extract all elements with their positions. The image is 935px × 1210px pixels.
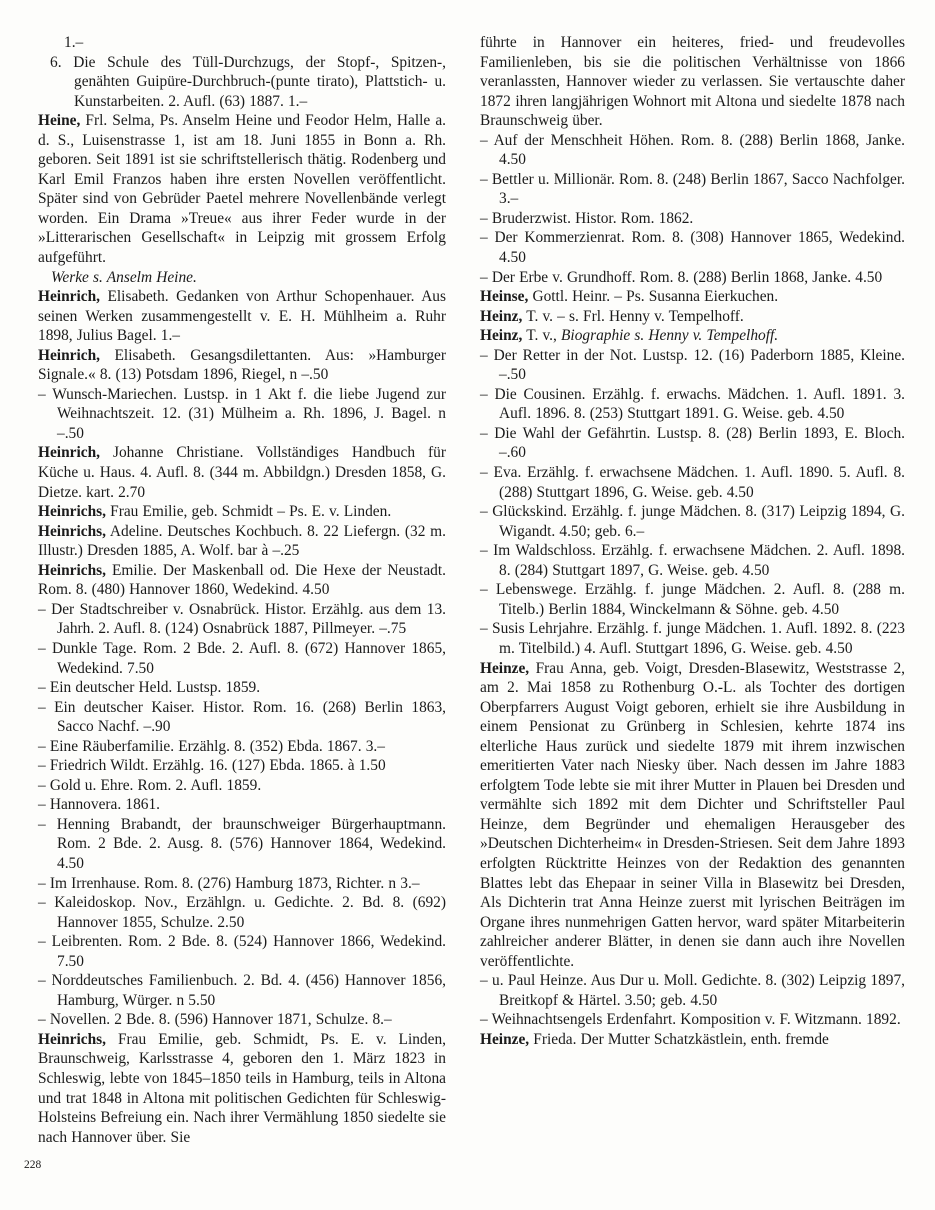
entry: – Henning Brabandt, der braunschweiger Bürgerhauptmann. Rom. 2 Bde. 2. Ausg. 8. (576) Hannover 1864, Wedekind. 4.50: [38, 815, 446, 872]
entry: Heinz, T. v., Biographie s. Henny v. Tempelhoff.: [480, 327, 779, 345]
entry: – Eine Räuberfamilie. Erzählg. 8. (352) Ebda. 1867. 3.–: [38, 737, 385, 755]
column-right: [480, 33, 905, 1147]
entry: – Kaleidoskop. Nov., Erzählgn. u. Gedichte. 2. Bd. 8. (692) Hannover 1855, Schulze. 2.50: [38, 894, 446, 931]
entry: – Novellen. 2 Bde. 8. (596) Hannover 1871, Schulze. 8.–: [38, 1011, 392, 1029]
entry: – Friedrich Wildt. Erzählg. 16. (127) Ebda. 1865. à 1.50: [38, 757, 386, 775]
entry: – Wunsch-Mariechen. Lustsp. in 1 Akt f. die liebe Jugend zur Weihnachtszeit. 12. (31) Mülheim a. Rh. 1896, J. Bagel. n –.50: [38, 385, 446, 442]
entry: Werke s. Anselm Heine.: [51, 268, 197, 286]
entry: Heinrich, Elisabeth. Gedanken von Arthur Schopenhauer. Aus seinen Werken zusammengestellt v. E. H. Mühlheim a. Ruhr 1898, Julius Bagel. 1.–: [38, 288, 446, 345]
entry: – Im Irrenhause. Rom. 8. (276) Hamburg 1873, Richter. n 3.–: [38, 874, 420, 892]
entry: – Weihnachtsengels Erdenfahrt. Komposition v. F. Witzmann. 1892.: [480, 1011, 901, 1029]
column-left: [38, 33, 446, 1147]
entry: – Eva. Erzählg. f. erwachsene Mädchen. 1. Aufl. 1890. 5. Aufl. 8. (288) Stuttgart 1896, G. Weise. geb. 4.50: [480, 464, 905, 501]
entry: Heinrichs, Adeline. Deutsches Kochbuch. 8. 22 Liefergn. (32 m. Illustr.) Dresden 1885, A. Wolf. bar à –.25: [38, 522, 446, 560]
page-number: 228: [24, 1159, 42, 1171]
entry: Heinz, T. v. – s. Frl. Henny v. Tempelhoff.: [480, 307, 744, 325]
entry: Heinrich, Johanne Christiane. Vollständiges Handbuch für Küche u. Haus. 4. Aufl. 8. (344 m. Abbildgn.) Dresden 1858, G. Dietze. kart. 2.70: [38, 444, 446, 501]
entry: – Gold u. Ehre. Rom. 2. Aufl. 1859.: [38, 776, 262, 794]
entry: – Ein deutscher Kaiser. Histor. Rom. 16. (268) Berlin 1863, Sacco Nachf. –.90: [38, 698, 446, 736]
entry: – Im Waldschloss. Erzählg. f. erwachsene Mädchen. 2. Aufl. 1898. 8. (284) Stuttgart 1897, G. Weise. geb. 4.50: [480, 542, 905, 579]
entry: – Dunkle Tage. Rom. 2 Bde. 2. Aufl. 8. (672) Hannover 1865, Wedekind. 7.50: [38, 639, 446, 677]
text-columns: [38, 33, 905, 1147]
entry: Heinze, Frieda. Der Mutter Schatzkästlein, enth. fremde: [480, 1030, 829, 1048]
entry: – Der Retter in der Not. Lustsp. 12. (16) Paderborn 1885, Kleine. –.50: [480, 346, 905, 384]
entry: Heinrichs, Frau Emilie, geb. Schmidt – Ps. E. v. Linden.: [38, 503, 392, 521]
entry: – Hannovera. 1861.: [38, 796, 160, 814]
entry: 1.–: [64, 34, 84, 51]
entry: – Der Kommerzienrat. Rom. 8. (308) Hannover 1865, Wedekind. 4.50: [480, 229, 905, 267]
entry: – Ein deutscher Held. Lustsp. 1859.: [38, 679, 261, 697]
entry: – Norddeutsches Familienbuch. 2. Bd. 4. (456) Hannover 1856, Hamburg, Würger. n 5.50: [38, 972, 446, 1009]
entry: 6. Die Schule des Tüll-Durchzugs, der Stopf-, Spitzen-, genähten Guipüre-Durchbruch-(punte tirato), Plattstich- u. Kunstarbeiten. 2. Aufl. (63) 1887. 1.–: [50, 53, 446, 110]
entry: – Bruderzwist. Histor. Rom. 1862.: [480, 209, 694, 227]
entry: – u. Paul Heinze. Aus Dur u. Moll. Gedichte. 8. (302) Leipzig 1897, Breitkopf & Härtel. 3.50; geb. 4.50: [480, 972, 905, 1009]
entry: – Der Erbe v. Grundhoff. Rom. 8. (288) Berlin 1868, Janke. 4.50: [480, 268, 883, 286]
entry: – Bettler u. Millionär. Rom. 8. (248) Berlin 1867, Sacco Nachfolger. 3.–: [480, 170, 905, 208]
entry: Heinrichs, Frau Emilie, geb. Schmidt, Ps. E. v. Linden, Braunschweig, Karlsstrasse 4, geboren den 1. März 1823 in Schleswig, lebte von 1845–1850 teils in Hamburg, teils in Altona und trat 1848 in Altona mit politischen Gedichten für Schleswig-Holsteins Befreiung ein. Nach ihrer Vermählung 1850 siedelte sie nach Hannover über. Sie: [38, 1030, 446, 1146]
entry: führte in Hannover ein heiteres, fried- und freudevolles Familienleben, bis sie die politischen Verhältnisse von 1866 veranlassten, Hannover wieder zu verlassen. Sie vertauschte daher 1872 ihren langjährigen Wohnort mit Altona und siedelte 1878 nach Braunschweig über.: [480, 34, 905, 130]
entry: Heinrich, Elisabeth. Gesangsdilettanten. Aus: »Hamburger Signale.« 8. (13) Potsdam 1896, Riegel, n –.50: [38, 346, 446, 384]
entry: – Die Wahl der Gefährtin. Lustsp. 8. (28) Berlin 1893, E. Bloch. –.60: [480, 424, 905, 462]
entry: – Der Stadtschreiber v. Osnabrück. Histor. Erzählg. aus dem 13. Jahrh. 2. Aufl. 8. (124) Osnabrück 1887, Pillmeyer. –.75: [38, 600, 446, 638]
entry: – Leibrenten. Rom. 2 Bde. 8. (524) Hannover 1866, Wedekind. 7.50: [38, 933, 446, 970]
entry: Heinze, Frau Anna, geb. Voigt, Dresden-Blasewitz, Weststrasse 2, am 2. Mai 1858 zu Rothenburg O.-L. als Tochter des dortigen Oberpfarrers August Voigt geboren, erhielt sie ihre Ausbildung in einem Pensionat zu Grünberg in Schlesien, kehrte 1874 ins elterliche Haus zurück und siedelte 1879 mit ihrem inzwischen emeritierten Vater nach Niesky über. Nach dessen im Jahre 1883 erfolgtem Tode lebte sie mit ihrer Mutter in Plauen bei Dresden und vermählte sich 1892 mit dem Dichter und Schriftsteller Paul Heinze, dem Begründer und ehemaligen Herausgeber des »Deutschen Dichterheim« in Dresden-Striesen. Seit dem Jahre 1893 erfolgten Rücktritte Heinzes von der Redaktion des genannten Blattes lebt das Ehepaar in seiner Villa in Blasewitz bei Dresden, Als Dichterin trat Anna Heinze zuerst mit lyrischen Beiträgen im Organe ihres nunmehrigen Gatten hervor, ward später Mitarbeiterin zahlreicher anderer Blätter, in denen sie dann auch ihre Novellen veröffentlichte.: [480, 659, 905, 970]
entry: – Glückskind. Erzählg. f. junge Mädchen. 8. (317) Leipzig 1894, G. Wigandt. 4.50; geb. 6.–: [480, 503, 905, 540]
entry: Heinse, Gottl. Heinr. – Ps. Susanna Eierkuchen.: [480, 288, 779, 306]
entry: – Auf der Menschheit Höhen. Rom. 8. (288) Berlin 1868, Janke. 4.50: [480, 131, 905, 169]
entry: – Lebenswege. Erzählg. f. junge Mädchen. 2. Aufl. 8. (288 m. Titelb.) Berlin 1884, Winckelmann & Söhne. geb. 4.50: [480, 581, 905, 618]
entry: Heinrichs, Emilie. Der Maskenball od. Die Hexe der Neustadt. Rom. 8. (480) Hannover 1860, Wedekind. 4.50: [38, 561, 446, 599]
entry: – Susis Lehrjahre. Erzählg. f. junge Mädchen. 1. Aufl. 1892. 8. (223 m. Titelbild.) 4. Aufl. Stuttgart 1896, G. Weise. geb. 4.50: [480, 620, 905, 657]
entry: Heine, Frl. Selma, Ps. Anselm Heine und Feodor Helm, Halle a. d. S., Luisenstrasse 1, ist am 18. Juni 1855 in Bonn a. Rh. geboren. Seit 1891 ist sie schriftstellerisch thätig. Rodenberg und Karl Emil Franzos haben ihre ersten Novellen veröffentlicht. Später sind von Gebrüder Paetel mehrere Novellenbände verlegt worden. Ein Drama »Treue« aus ihrer Feder wurde in der »Litterarischen Gesellschaft« in Leipzig mit grossem Erfolg aufgeführt.: [38, 112, 446, 267]
entry: – Die Cousinen. Erzählg. f. erwachs. Mädchen. 1. Aufl. 1891. 3. Aufl. 1896. 8. (253) Stuttgart 1891. G. Weise. geb. 4.50: [480, 385, 905, 423]
